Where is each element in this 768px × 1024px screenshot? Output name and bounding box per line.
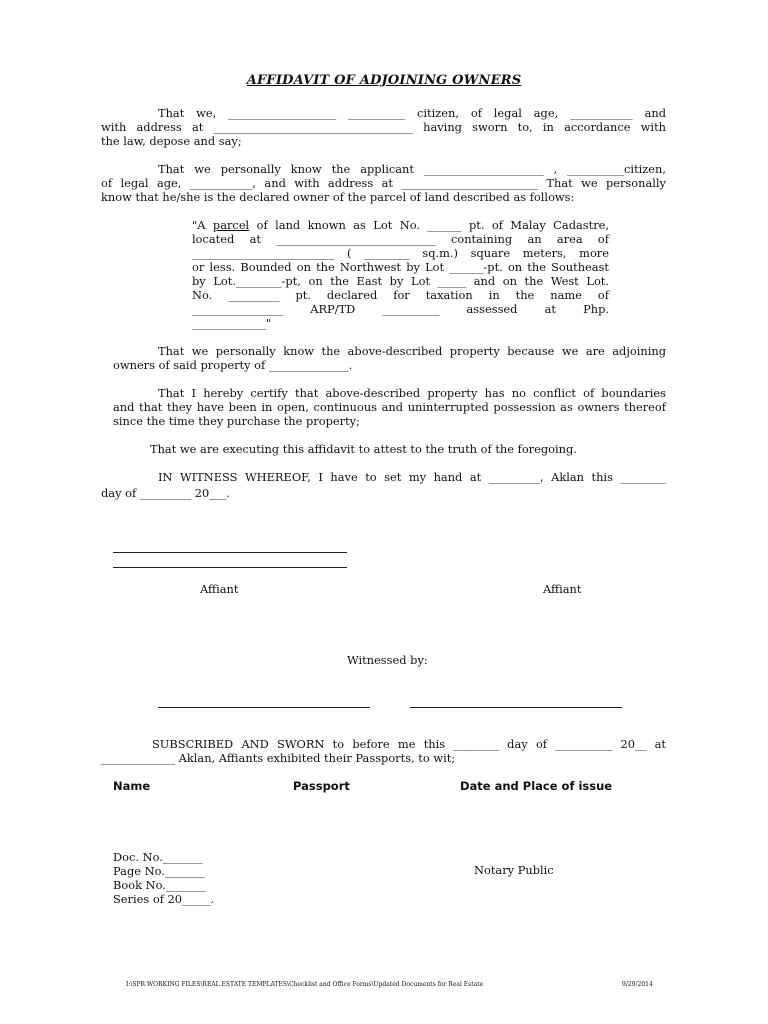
p4-line3: since the time they purchase the property;	[113, 414, 360, 428]
quote-line2: located at ____________________________ containing an area of	[192, 232, 609, 246]
p4-line1: That I hereby certify that above-described property has no conflict of boundaries	[158, 386, 666, 400]
witness-signature-line-1	[158, 707, 370, 708]
quote-line4: or less. Bounded on the Northwest by Lot ______-pt. on the Southeast	[192, 260, 609, 274]
p1-line2: with address at ___________________________________ having sworn to, in accordance with	[101, 120, 666, 134]
p1-line1: That we, ___________________ __________ citizen, of legal age, ___________ and	[158, 106, 666, 120]
witness-line2: day of _________ 20___.	[101, 486, 230, 500]
quote-line3: _________________________ ( ________ sq.m.) square meters, more	[192, 246, 609, 260]
witness-signature-line-2	[410, 707, 622, 708]
affiant-signature-line-1	[113, 552, 347, 553]
subscribed-line2: _____________ Aklan, Affiants exhibited their Passports, to wit;	[101, 751, 456, 765]
p4-line2: and that they have been in open, continuous and uninterrupted possession as owners thereof	[113, 400, 666, 414]
affiant-left-label: Affiant	[200, 582, 239, 596]
subscribed-line1: SUBSCRIBED AND SWORN to before me this ________ day of __________ 20__ at	[152, 737, 666, 751]
p3-line2: owners of said property of ______________.	[113, 358, 353, 372]
quote-line7: ________________ ARP/TD __________ assessed at Php.	[192, 302, 609, 316]
p2-line2: of legal age, ___________, and with address at ________________________ That we personally	[101, 176, 666, 190]
p2-line1: That we personally know the applicant _____________________ , __________citizen,	[158, 162, 666, 176]
quote-line1: "A parcel of land known as Lot No. ______ pt. of Malay Cadastre,	[192, 218, 610, 232]
quote-line6: No. _________ pt. declared for taxation in the name of	[192, 288, 609, 302]
footer-date: 9/29/2014	[622, 981, 653, 988]
header-passport: Passport	[293, 779, 350, 793]
quote-line8: _____________"	[192, 316, 272, 330]
affiant-signature-line-2	[113, 567, 347, 568]
page-no: Page No._______	[113, 864, 205, 878]
p2-line3: know that he/she is the declared owner of the parcel of land described as follows:	[101, 190, 575, 204]
witnessed-by-label: Witnessed by:	[347, 653, 428, 667]
p1-line3: the law, depose and say;	[101, 134, 242, 148]
series-of: Series of 20_____.	[113, 892, 215, 906]
doc-no: Doc. No._______	[113, 850, 203, 864]
document-title: AFFIDAVIT OF ADJOINING OWNERS	[246, 73, 522, 88]
p5-line: That we are executing this affidavit to attest to the truth of the foregoing.	[150, 442, 577, 456]
quote-line5: by Lot.________-pt, on the East by Lot _____ and on the West Lot.	[192, 274, 609, 288]
witness-line1: IN WITNESS WHEREOF, I have to set my hand at _________, Aklan this ________	[158, 470, 666, 484]
header-name: Name	[113, 779, 151, 793]
book-no: Book No._______	[113, 878, 206, 892]
header-date-place: Date and Place of issue	[460, 779, 613, 793]
p3-line1: That we personally know the above-described property because we are adjoining	[158, 344, 666, 358]
notary-public-label: Notary Public	[474, 863, 554, 877]
footer-file-path: I:\SPR WORKING FILES\REAL ESTATE TEMPLATES\Checklist and Office Forms\Updated Documents for Real Estate	[126, 981, 484, 988]
affiant-right-label: Affiant	[543, 582, 582, 596]
